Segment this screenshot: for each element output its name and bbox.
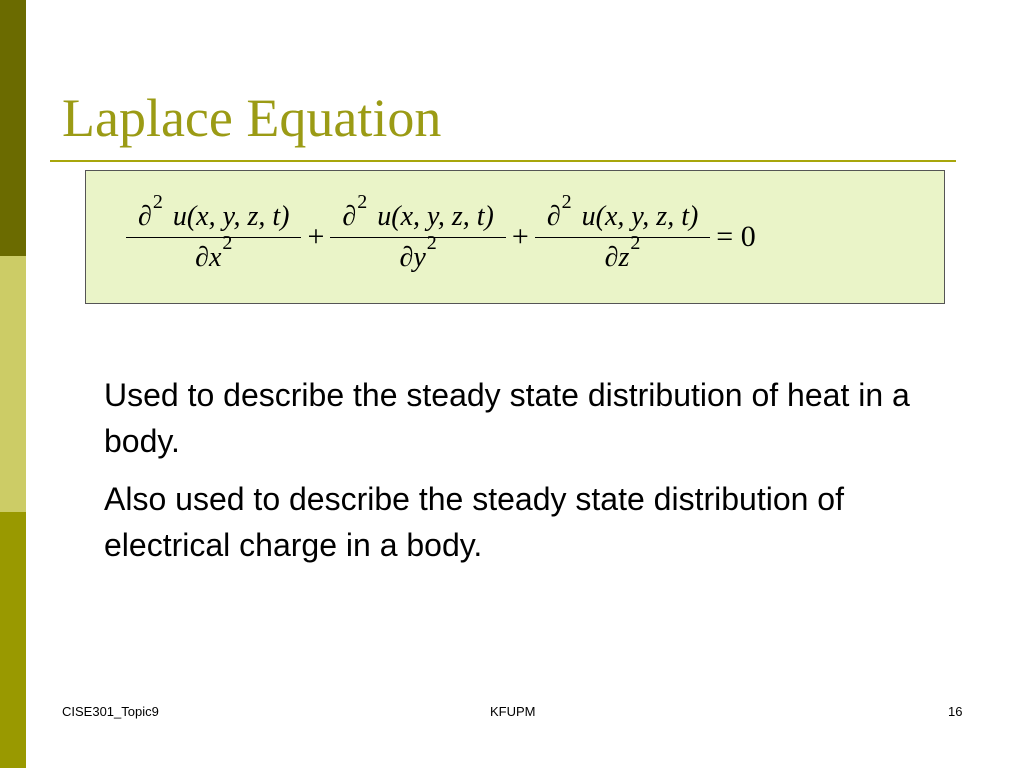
denominator (399, 231, 437, 274)
body-text (104, 372, 964, 580)
denominator (195, 231, 233, 274)
partial-symbol: ∂ (546, 200, 561, 232)
exponent: 2 (357, 190, 368, 213)
variable: z (618, 241, 630, 273)
function-expression: u(x, y, z, t) (172, 200, 290, 232)
plus-operator: + (307, 220, 325, 253)
decorative-sidebar (0, 0, 26, 768)
page-number: 16 (948, 704, 963, 719)
exponent: 2 (630, 231, 641, 254)
equation-box (85, 170, 945, 304)
laplace-equation (126, 187, 914, 287)
sidebar-segment-top (0, 0, 26, 256)
partial-symbol: ∂ (342, 200, 357, 232)
exponent: 2 (222, 231, 233, 254)
exponent: 2 (152, 190, 163, 213)
footer-topic: CISE301_Topic9 (62, 704, 159, 719)
fraction-x (126, 190, 301, 274)
footer-organization: KFUPM (490, 704, 536, 719)
partial-symbol: ∂ (138, 200, 152, 232)
slide-title: Laplace Equation (62, 88, 442, 148)
function-expression: u(x, y, z, t) (581, 200, 699, 232)
partial-symbol: ∂ (604, 241, 619, 273)
variable: y (413, 241, 426, 273)
partial-symbol: ∂ (195, 241, 209, 273)
partial-symbol: ∂ (399, 241, 414, 273)
title-underline (50, 160, 956, 162)
numerator (330, 190, 505, 237)
sidebar-segment-bottom (0, 512, 26, 768)
numerator (535, 190, 710, 237)
plus-operator: + (511, 220, 529, 253)
variable: x (208, 241, 222, 273)
denominator (604, 231, 641, 274)
fraction-z (535, 190, 710, 274)
exponent: 2 (561, 190, 572, 213)
exponent: 2 (426, 231, 437, 254)
sidebar-segment-middle (0, 256, 26, 512)
paragraph-charge: Also used to describe the steady state distribution of electrical charge in a body. (104, 481, 844, 563)
paragraph-heat: Used to describe the steady state distribution of heat in a body. (104, 377, 910, 459)
function-expression: u(x, y, z, t) (377, 200, 494, 232)
numerator (126, 190, 301, 237)
fraction-y (330, 190, 505, 274)
equals-zero: = 0 (716, 220, 756, 253)
